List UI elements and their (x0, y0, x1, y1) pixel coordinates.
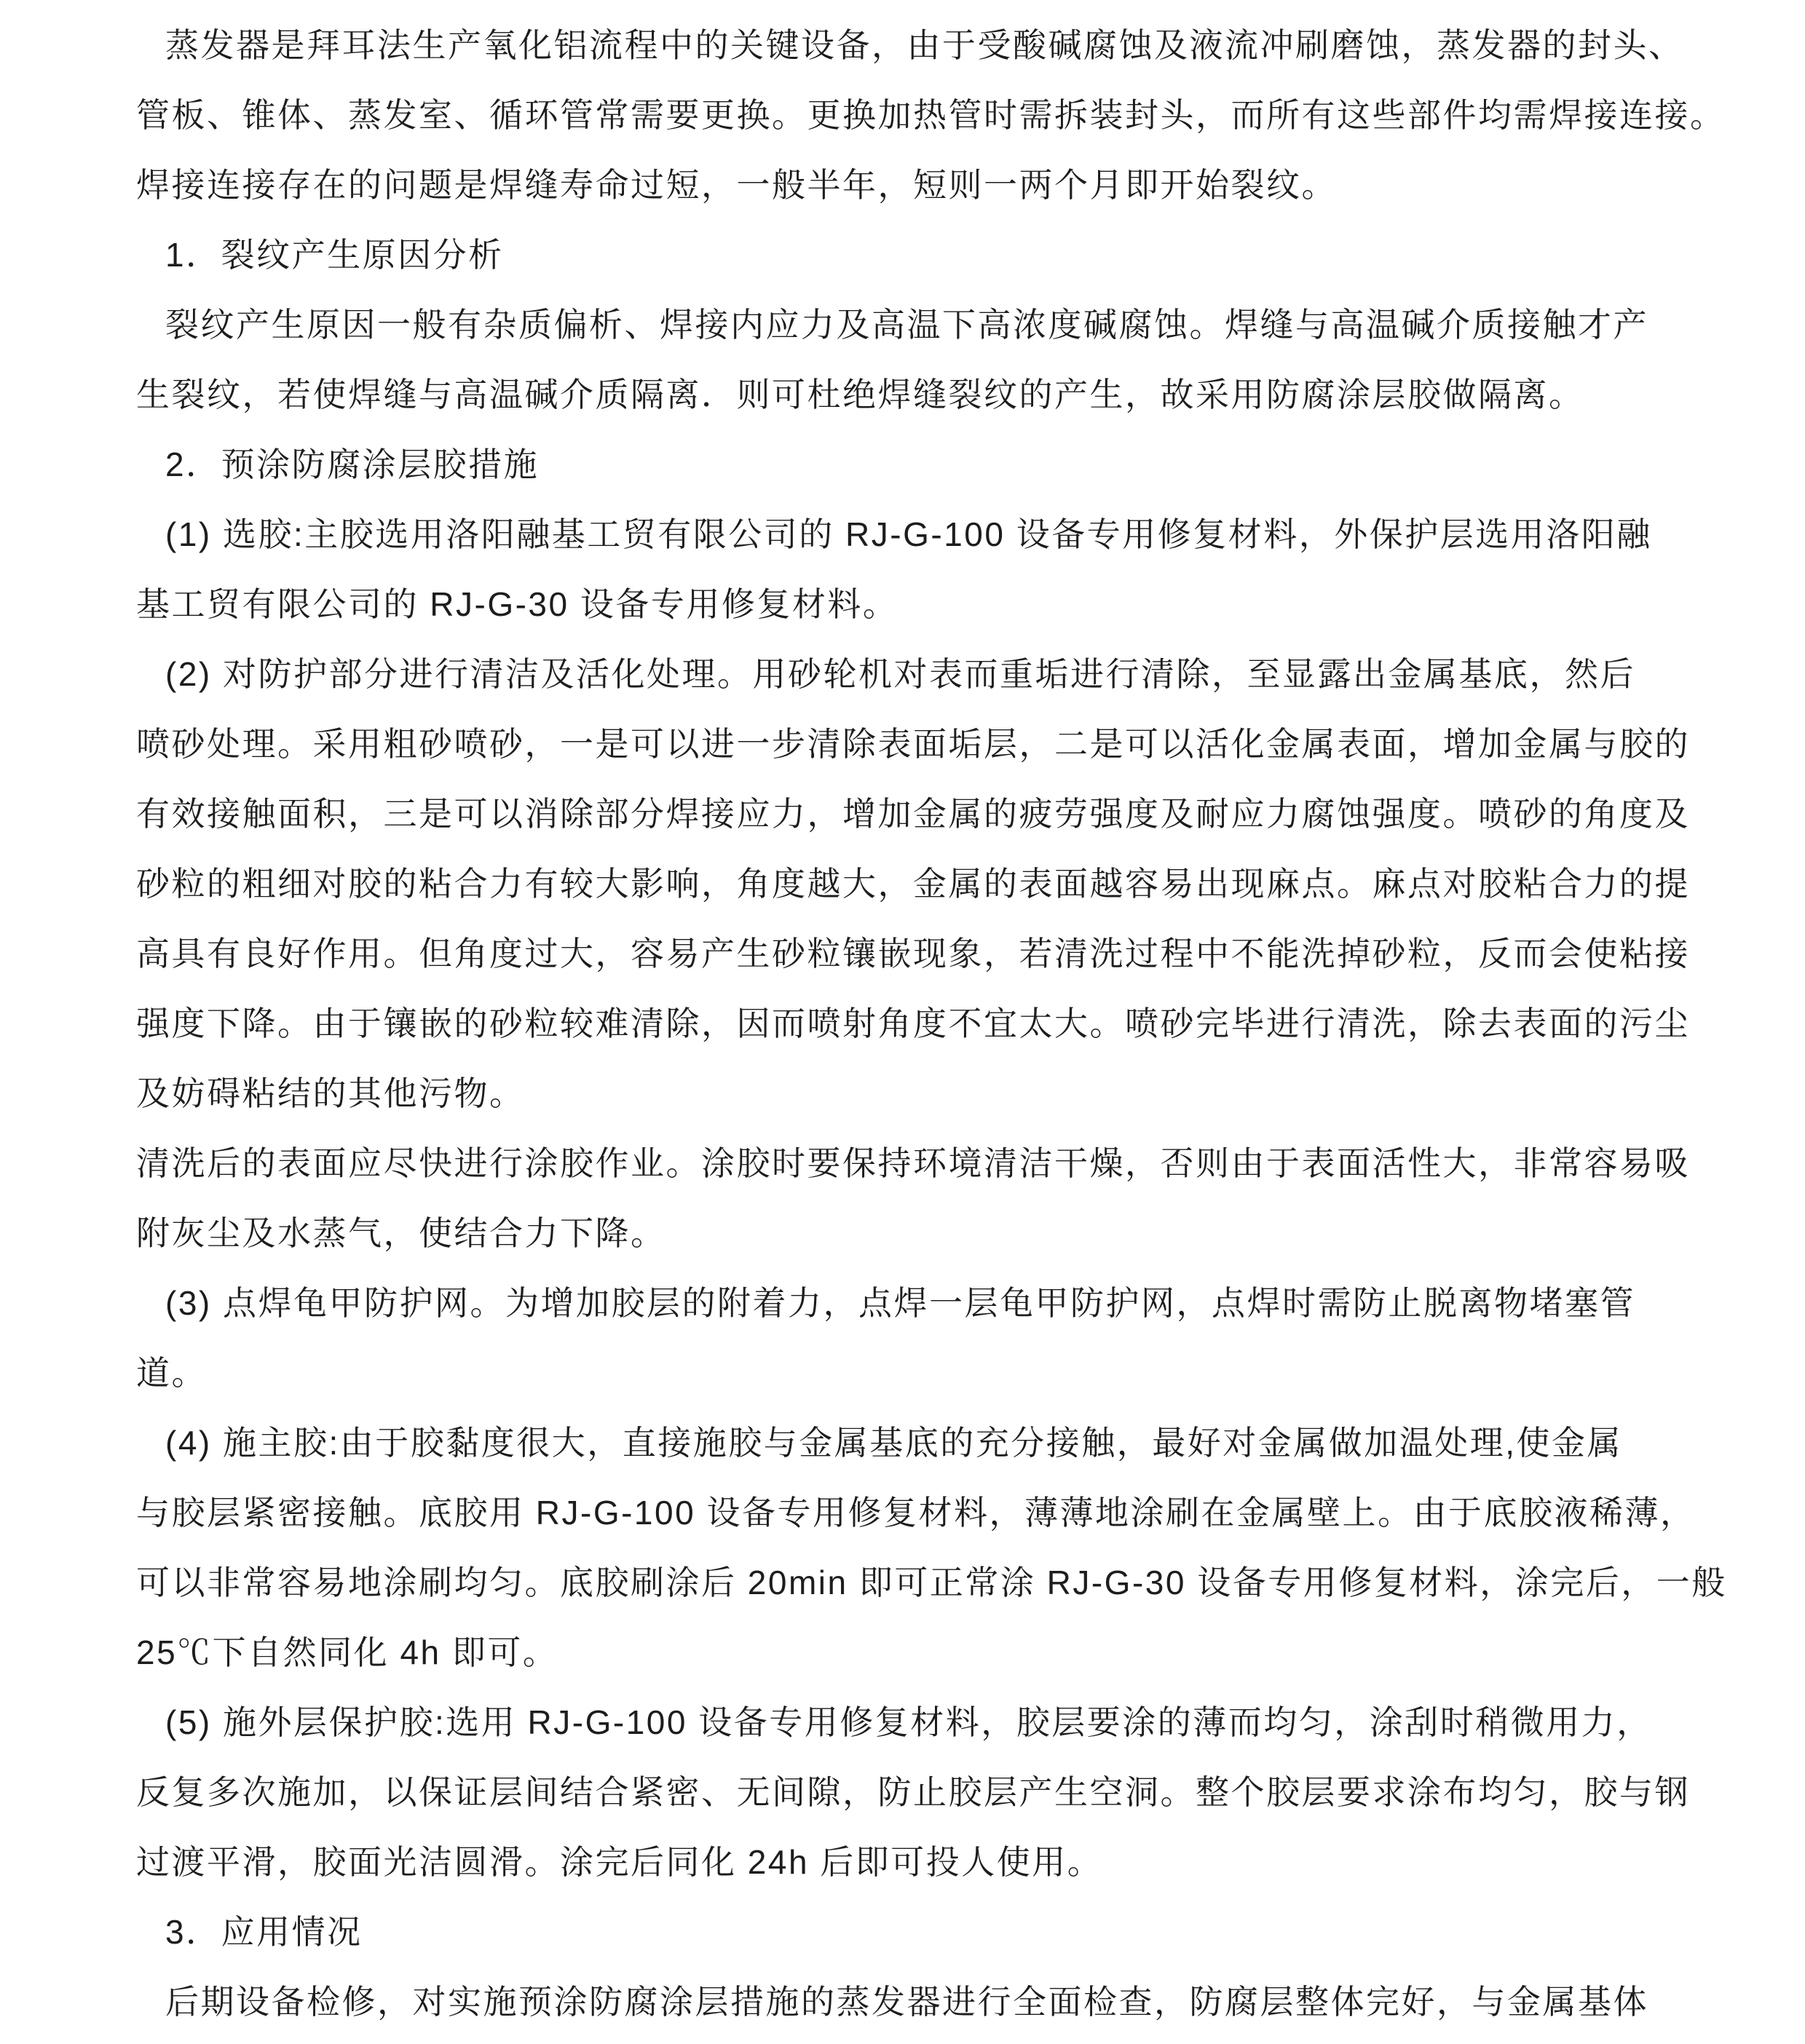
text-line: (5) 施外层保护胶:选用 RJ-G-100 设备专用修复材料，胶层要涂的薄而均匀，涂刮时稍微用力， (165, 1703, 1652, 1741)
text-line: (2) 对防护部分进行清洁及活化处理。用砂轮机对表而重垢进行清除，至显露出金属基底，然后 (165, 655, 1635, 693)
text-line: 高具有良好作用。但角度过大，容易产生砂粒镶嵌现象，若清洗过程中不能洗掉砂粒，反而会使粘接 (136, 935, 1690, 973)
text-line: 有效接触面积，三是可以消除部分焊接应力，增加金属的疲劳强度及耐应力腐蚀强度。喷砂的角度及 (136, 795, 1690, 833)
text-line: 喷砂处理。采用粗砂喷砂，一是可以进一步清除表面垢层，二是可以活化金属表面，增加金属与胶的 (136, 725, 1690, 763)
text-line: 砂粒的粗细对胶的粘合力有较大影响，角度越大，金属的表面越容易出现麻点。麻点对胶粘合力的提 (136, 865, 1690, 903)
text-line: 道。 (136, 1354, 207, 1392)
text-line: (3) 点焊龟甲防护网。为增加胶层的附着力，点焊一层龟甲防护网，点焊时需防止脱离物堵塞管 (165, 1284, 1635, 1322)
text-line: 基工贸有限公司的 RJ-G-30 设备专用修复材料。 (136, 585, 898, 623)
text-line: 清洗后的表面应尽快进行涂胶作业。涂胶时要保持环境清洁干燥，否则由于表面活性大，非常容易吸 (136, 1144, 1690, 1182)
text-line: 裂纹产生原因一般有杂质偏析、焊接内应力及高温下高浓度碱腐蚀。焊缝与高温碱介质接触才产 (165, 306, 1648, 344)
text-line: 反复多次施加，以保证层间结合紧密、无间隙，防止胶层产生空洞。整个胶层要求涂布均匀，胶与钢 (136, 1773, 1690, 1811)
section-heading: 3．应用情况 (165, 1913, 363, 1951)
text-line: (1) 选胶:主胶选用洛阳融基工贸有限公司的 RJ-G-100 设备专用修复材料，外保护层选用洛阳融 (165, 515, 1652, 553)
text-line: 焊接连接存在的问题是焊缝寿命过短，一般半年，短则一两个月即开始裂纹。 (136, 166, 1337, 204)
text-line: 过渡平滑，胶面光洁圆滑。涂完后同化 24h 后即可投人使用。 (136, 1843, 1103, 1881)
text-line: 附灰尘及水蒸气，使结合力下降。 (136, 1214, 666, 1252)
text-line: 强度下降。由于镶嵌的砂粒较难清除，因而喷射角度不宜太大。喷砂完毕进行清洗，除去表面的污尘 (136, 1005, 1690, 1042)
text-line: 与胶层紧密接触。底胶用 RJ-G-100 设备专用修复材料，薄薄地涂刷在金属壁上。由于底胶液稀薄， (136, 1494, 1696, 1532)
text-line: 管板、锥体、蒸发室、循环管常需要更换。更换加热管时需拆装封头，而所有这些部件均需焊接连接。 (136, 96, 1726, 134)
text-line: 后期设备检修，对实施预涂防腐涂层措施的蒸发器进行全面检查，防腐层整体完好，与金属基体 (165, 1983, 1648, 2021)
text-line: 生裂纹，若使焊缝与高温碱介质隔离．则可杜绝焊缝裂纹的产生，故采用防腐涂层胶做隔离。 (136, 376, 1584, 413)
text-line: 可以非常容易地涂刷均匀。底胶刷涂后 20min 即可正常涂 RJ-G-30 设备专用修复材料，涂完后，一般 (136, 1564, 1727, 1601)
text-line: 25℃下自然同化 4h 即可。 (136, 1633, 558, 1671)
section-heading: 1．裂纹产生原因分析 (165, 236, 504, 274)
text-line: 蒸发器是拜耳法生产氧化铝流程中的关键设备，由于受酸碱腐蚀及液流冲刷磨蚀，蒸发器的封头、 (165, 26, 1684, 64)
text-line: 及妨碍粘结的其他污物。 (136, 1074, 525, 1112)
section-heading: 2．预涂防腐涂层胶措施 (165, 445, 540, 483)
text-line: (4) 施主胶:由于胶黏度很大，直接施胶与金属基底的充分接触，最好对金属做加温处理,使金属 (165, 1424, 1623, 1462)
